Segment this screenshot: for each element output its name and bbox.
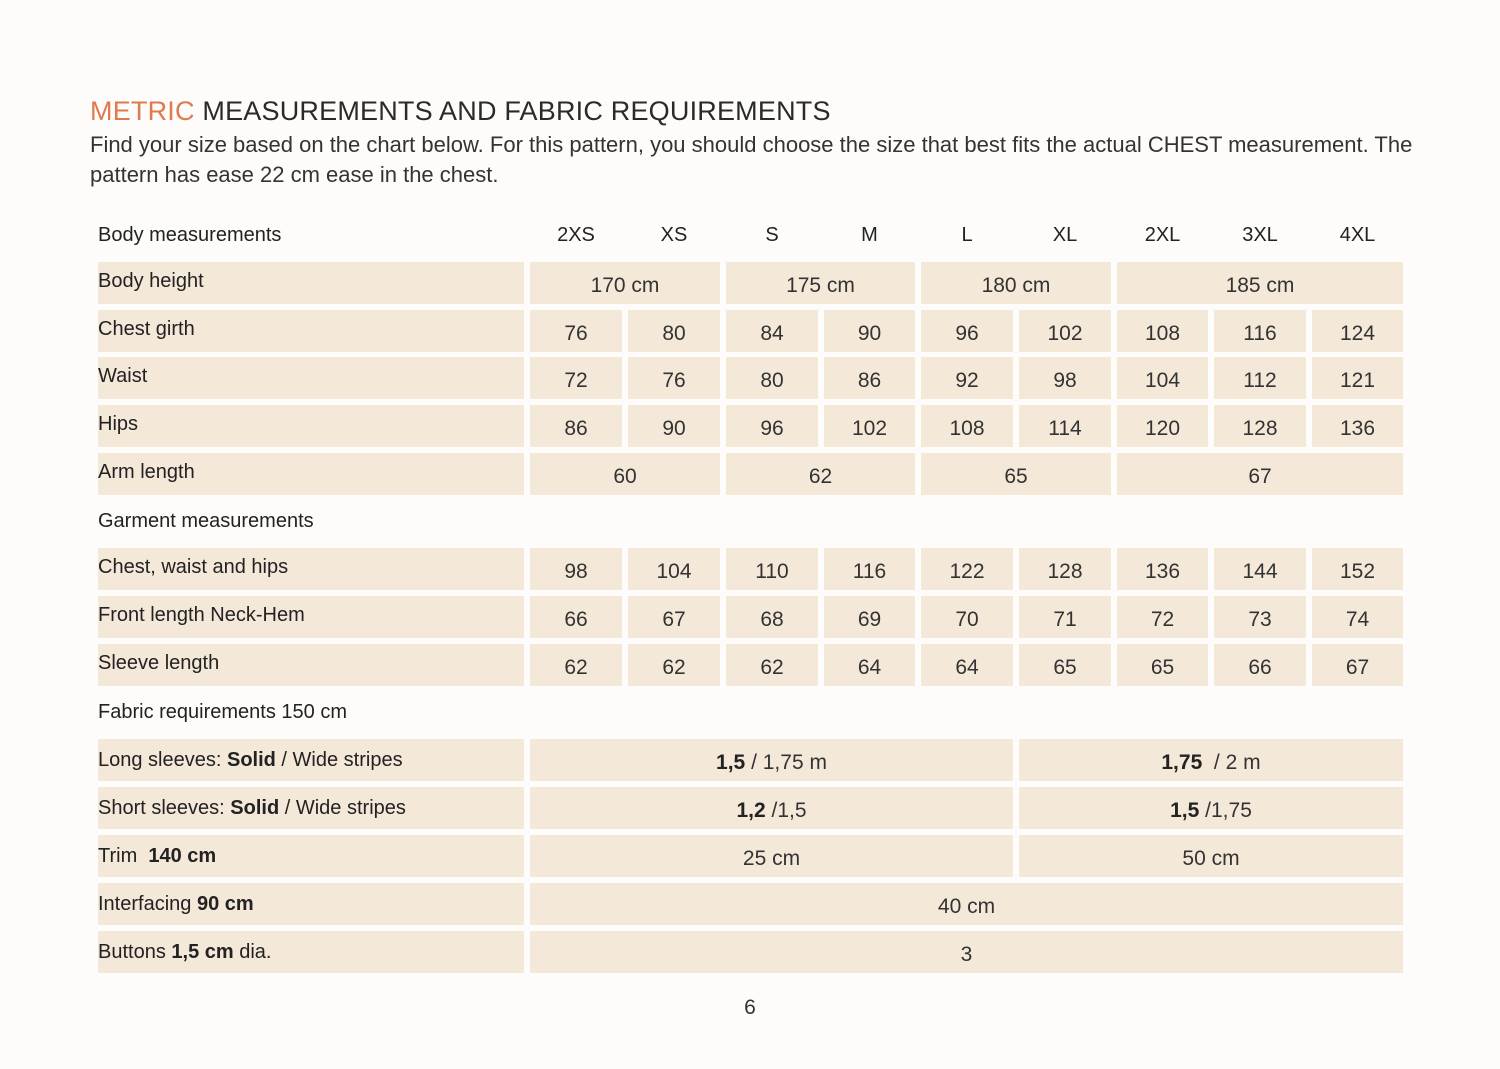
value-cell: 128 [1019,548,1111,590]
value-cell: 73 [1214,596,1306,638]
text-part: / Wide stripes [275,749,403,771]
size-header: 2XL [1144,224,1181,246]
value-cell: 98 [530,548,622,590]
text-part: 1,5 [716,751,746,774]
value-cell: 62 [726,453,915,495]
value-cell: 64 [921,644,1013,686]
text-part: Solid [230,797,280,819]
section-label-fabric: Fabric requirements 150 cm [98,701,347,723]
value-cell: 185 cm [1117,262,1403,304]
section-label-body: Body measurements [98,224,282,246]
value-cell: 170 cm [530,262,720,304]
value-cell [1019,835,1403,877]
text-part: 1,5 cm [171,941,234,963]
value-cell: 90 [824,310,915,352]
size-header: 2XS [557,224,595,246]
intro-text: Find your size based on the chart below. For this pattern, you should choose the size that best fits the actual CHEST measurement. The pattern has ease 22 cm ease in the chest. [90,132,1413,187]
text-part: 40 cm [937,895,996,918]
row-label-background [98,405,524,447]
text-part: 90 cm [196,893,254,915]
title-accent: METRIC [90,96,195,126]
value-cell: 102 [824,405,915,447]
value-cell [530,739,1013,781]
row-label [98,893,254,916]
value-cell: 68 [726,596,818,638]
value-cell: 64 [824,644,915,686]
value-cell: 62 [628,644,720,686]
value-cell: 112 [1214,357,1306,399]
value-cell: 86 [824,357,915,399]
text-part: 3 [960,943,973,966]
value-cell: 104 [1117,357,1208,399]
value-cell: 144 [1214,548,1306,590]
value-cell [530,883,1403,925]
value-cell [530,835,1013,877]
title-rest: MEASUREMENTS AND FABRIC REQUIREMENTS [194,96,831,126]
value-cell: 80 [726,357,818,399]
text-part: Long sleeves: [98,749,227,771]
value-cell: 104 [628,548,720,590]
size-header: XS [660,224,688,246]
value-cell [530,931,1403,973]
row-label [98,845,216,868]
value-cell: 62 [726,644,818,686]
value-cell: 92 [921,357,1013,399]
value-cell: 65 [1019,644,1111,686]
value-cell: 102 [1019,310,1111,352]
size-header: XL [1052,224,1078,246]
text-part: 50 cm [1182,847,1240,870]
text-part: 140 cm [148,845,217,867]
row-label: Front length Neck-Hem [98,604,305,626]
value-cell: 80 [628,310,720,352]
value-cell: 108 [1117,310,1208,352]
value-cell: 98 [1019,357,1111,399]
section-label-garment: Garment measurements [98,510,314,532]
text-part: 1,2 [736,799,766,822]
value-cell: 96 [921,310,1013,352]
value-cell: 76 [530,310,622,352]
text-part: 1,75 [1161,751,1203,774]
text-part: Interfacing [98,893,197,915]
value-cell [1019,739,1403,781]
text-part: Short sleeves: [98,797,231,819]
value-cell: 67 [1117,453,1403,495]
size-header: 3XL [1242,224,1278,246]
size-header: L [961,224,973,246]
value-cell: 72 [1117,596,1208,638]
row-label: Hips [98,413,139,435]
value-cell: 60 [530,453,720,495]
value-cell: 116 [1214,310,1306,352]
value-cell: 116 [824,548,915,590]
row-label: Chest, waist and hips [98,556,289,578]
value-cell: 65 [1117,644,1208,686]
value-cell: 66 [530,596,622,638]
value-cell: 62 [530,644,622,686]
value-cell: 70 [921,596,1013,638]
row-label: Body height [98,270,204,292]
size-header: 4XL [1339,224,1376,246]
value-cell [530,787,1013,829]
text-part: 1,5 [1170,799,1200,822]
value-cell: 180 cm [921,262,1111,304]
value-cell: 136 [1117,548,1208,590]
value-cell: 152 [1312,548,1403,590]
text-part: dia. [233,941,272,963]
text-part: Trim [98,845,149,867]
value-cell: 76 [628,357,720,399]
text-part: / 1,75 m [745,751,827,774]
value-cell: 121 [1312,357,1403,399]
page-number: 6 [744,996,756,1019]
value-cell: 128 [1214,405,1306,447]
value-cell: 96 [726,405,818,447]
row-label-background [98,357,524,399]
text-part: Solid [226,749,276,771]
row-label [98,749,403,772]
value-cell: 69 [824,596,915,638]
value-cell: 66 [1214,644,1306,686]
row-label [98,797,406,820]
value-cell: 175 cm [726,262,915,304]
value-cell: 90 [628,405,720,447]
value-cell: 67 [1312,644,1403,686]
value-cell: 86 [530,405,622,447]
size-header: S [765,224,779,246]
row-label: Arm length [98,461,195,483]
text-part: / 2 m [1202,751,1261,774]
size-header: M [861,224,878,246]
text-part: 25 cm [742,847,801,870]
row-label: Waist [98,365,148,387]
value-cell: 120 [1117,405,1208,447]
value-cell: 136 [1312,405,1403,447]
value-cell: 124 [1312,310,1403,352]
row-label: Chest girth [98,318,195,340]
value-cell: 72 [530,357,622,399]
page-title [90,96,831,127]
value-cell: 65 [921,453,1111,495]
value-cell: 71 [1019,596,1111,638]
value-cell: 67 [628,596,720,638]
text-part: / Wide stripes [279,797,406,819]
value-cell: 122 [921,548,1013,590]
text-part: Buttons [98,941,172,963]
row-label [98,941,271,964]
value-cell: 74 [1312,596,1403,638]
row-label: Sleeve length [98,652,220,674]
text-part: /1,75 [1199,799,1252,822]
value-cell: 84 [726,310,818,352]
text-part: /1,5 [765,799,807,822]
value-cell: 110 [726,548,818,590]
value-cell [1019,787,1403,829]
value-cell: 114 [1019,405,1111,447]
value-cell: 108 [921,405,1013,447]
